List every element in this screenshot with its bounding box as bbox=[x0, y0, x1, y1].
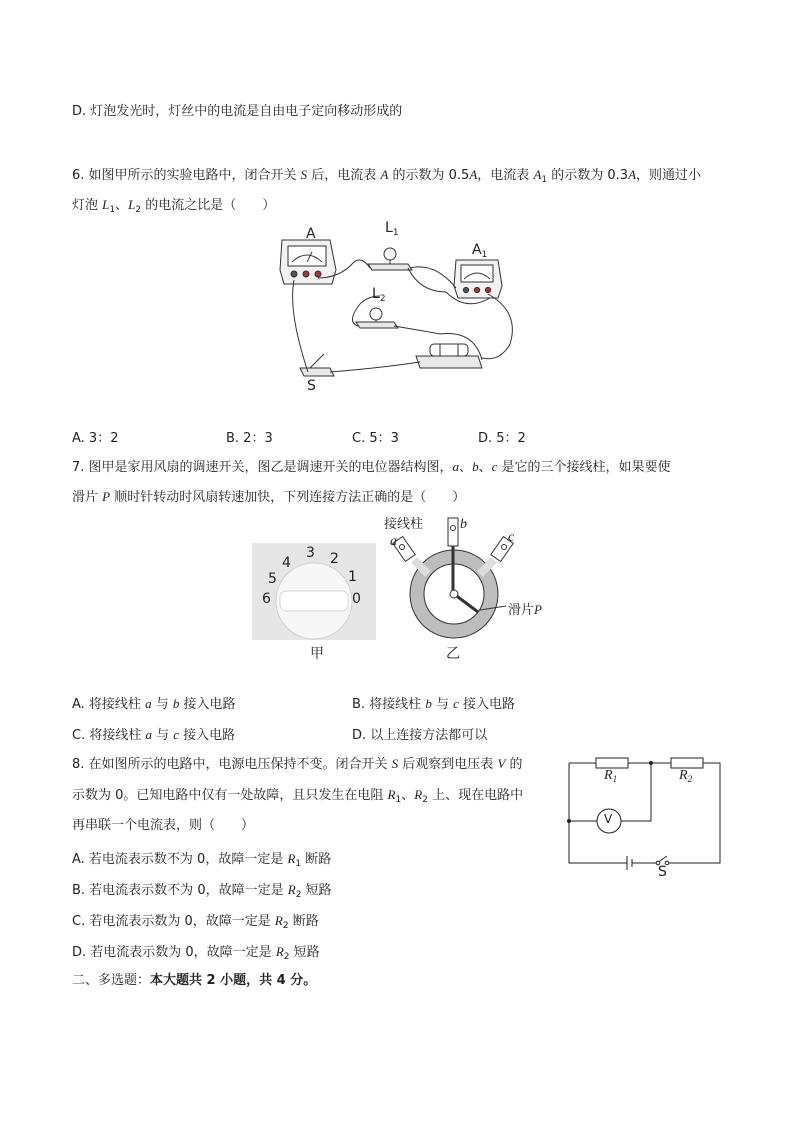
q6-option-b[interactable]: B. 2：3 bbox=[226, 431, 273, 446]
q7-text: 7. 图甲是家用风扇的调速开关，图乙是调速开关的电位器结构图， bbox=[72, 460, 453, 475]
q6-circuit-figure bbox=[270, 222, 530, 398]
q6-var-a1: A bbox=[533, 167, 542, 182]
q8-option-b[interactable]: B. 若电流表示数不为 0，故障一定是 $R_2$ 短路 bbox=[72, 882, 332, 900]
q7-dial-number: 5 bbox=[268, 571, 277, 587]
q8-var: R bbox=[387, 787, 396, 802]
q7-potentiometer-figure bbox=[384, 512, 564, 642]
q7-option-b[interactable]: B. 将接线柱 b 与 c 接入电路 bbox=[352, 696, 516, 712]
q7-terminal-b: b bbox=[460, 517, 467, 532]
q8-text: 的 bbox=[505, 757, 523, 772]
q7-caption-right: 乙 bbox=[446, 646, 460, 662]
q6-stem-line2 bbox=[72, 196, 275, 219]
q6-option-a[interactable]: A. 3：2 bbox=[72, 431, 119, 446]
q6-text: 6. 如图甲所示的实验电路中，闭合开关 bbox=[72, 168, 301, 183]
q7-terminal-a: a bbox=[390, 534, 397, 549]
section-2-heading bbox=[72, 972, 316, 990]
q7-dial-number: 1 bbox=[348, 569, 357, 585]
q6-circuit-drawing bbox=[270, 222, 530, 398]
q7-sep: 、 bbox=[478, 460, 492, 475]
q6-label-lamp-l1: $L_1$ bbox=[385, 220, 399, 238]
q7-text: 是它的三个接线柱，如果要使 bbox=[497, 460, 671, 475]
q8-label-r1: $R_1$ bbox=[604, 768, 618, 784]
q6-sep: 、 bbox=[115, 198, 129, 213]
q8-sub: 2 bbox=[422, 795, 428, 805]
q6-label-lamp-l2: $L_2$ bbox=[372, 286, 386, 304]
q8-text: 示数为 0。已知电路中仅有一处故障，且只发生在电阻 bbox=[72, 788, 388, 803]
q6-label-ammeter-a1: $A_1$ bbox=[472, 242, 488, 260]
q6-label-ammeter-a: A bbox=[306, 226, 316, 242]
q7-caption-left: 甲 bbox=[310, 646, 324, 662]
q6-sub: 1 bbox=[541, 175, 548, 185]
q7-var: b bbox=[472, 459, 479, 474]
q6-sub: 1 bbox=[109, 205, 116, 215]
q6-text: 的电流之比是（ ） bbox=[141, 198, 276, 213]
q8-voltmeter-label: V bbox=[604, 812, 613, 826]
q6-text: 的示数为 0.5 bbox=[388, 168, 470, 183]
q7-terminal-c: c bbox=[508, 530, 515, 545]
q8-sub: 1 bbox=[395, 795, 402, 805]
q7-stem-line2 bbox=[72, 488, 465, 507]
q7-dial-photo bbox=[252, 543, 376, 640]
q7-dial-number: 6 bbox=[262, 591, 271, 607]
q6-text: 后，电流表 bbox=[307, 168, 381, 183]
q6-label-switch-s: S bbox=[307, 378, 316, 394]
q6-sub: 2 bbox=[135, 205, 142, 215]
q7-var: c bbox=[491, 459, 498, 474]
q7-var: P bbox=[102, 489, 111, 504]
q6-text: 的示数为 0.3 bbox=[547, 168, 629, 183]
q6-var-l1: L bbox=[102, 197, 110, 212]
q8-circuit-figure bbox=[565, 755, 725, 881]
q6-text: ，则通过小 bbox=[636, 168, 702, 183]
q6-option-c[interactable]: C. 5：3 bbox=[352, 431, 399, 446]
q6-text: 灯泡 bbox=[72, 198, 103, 213]
q7-slider-label: 滑片P bbox=[508, 602, 542, 618]
q8-label-r2: $R_2$ bbox=[679, 768, 693, 784]
q6-var-a: A bbox=[380, 167, 389, 182]
q7-var: a bbox=[452, 459, 460, 474]
q7-dial-number: 0 bbox=[352, 591, 361, 607]
q7-dial-number: 2 bbox=[330, 551, 339, 567]
q8-stem-line2 bbox=[72, 786, 523, 809]
q6-unit: A bbox=[469, 167, 478, 182]
q7-text: 顺时针转动时风扇转速加快，下列连接方法正确的是（ ） bbox=[110, 490, 466, 505]
q8-stem-line1 bbox=[72, 755, 523, 774]
section-2-desc: 本大题共 2 小题，共 4 分。 bbox=[150, 973, 317, 988]
q5-option-d: D. 灯泡发光时，灯丝中的电流是自由电子定向移动形成的 bbox=[72, 104, 403, 119]
q7-text: 滑片 bbox=[72, 490, 103, 505]
q8-var: V bbox=[497, 756, 506, 771]
q7-stem-line1 bbox=[72, 458, 671, 477]
q6-var-s: S bbox=[300, 167, 308, 182]
q7-option-d[interactable]: D. 以上连接方法都可以 bbox=[352, 728, 488, 743]
q8-option-a[interactable]: A. 若电流表示数不为 0，故障一定是 $R_1$ 断路 bbox=[72, 851, 332, 869]
q8-sep: 、 bbox=[401, 788, 415, 803]
q6-option-d[interactable]: D. 5：2 bbox=[478, 431, 526, 446]
q8-switch-label: S bbox=[658, 864, 667, 880]
q8-circuit-drawing bbox=[565, 755, 725, 881]
q8-text: 上、现在电路中 bbox=[427, 788, 524, 803]
q6-stem-line1 bbox=[72, 166, 701, 189]
q6-unit: A bbox=[628, 167, 637, 182]
q8-var: S bbox=[391, 756, 399, 771]
q8-var: R bbox=[414, 787, 423, 802]
q7-terminal-label: 接线柱 bbox=[384, 517, 424, 532]
q8-stem-line3: 再串联一个电流表，则（ ） bbox=[72, 818, 255, 833]
q8-option-c[interactable]: C. 若电流表示数为 0，故障一定是 $R_2$ 断路 bbox=[72, 913, 319, 931]
q8-text: 后观察到电压表 bbox=[398, 757, 498, 772]
q6-var-l2: L bbox=[128, 197, 136, 212]
q7-dial-number: 3 bbox=[306, 545, 315, 561]
q6-text: ，电流表 bbox=[477, 168, 534, 183]
q7-option-c[interactable]: C. 将接线柱 a 与 c 接入电路 bbox=[72, 727, 236, 743]
q7-option-a[interactable]: A. 将接线柱 a 与 b 接入电路 bbox=[72, 696, 236, 712]
q8-option-d[interactable]: D. 若电流表示数为 0，故障一定是 $R_2$ 短路 bbox=[72, 944, 320, 962]
section-2-title: 二、多选题： bbox=[72, 973, 151, 988]
q8-text: 8. 在如图所示的电路中，电源电压保持不变。闭合开关 bbox=[72, 757, 392, 772]
q7-dial-number: 4 bbox=[282, 555, 291, 571]
q7-sep: 、 bbox=[459, 460, 473, 475]
